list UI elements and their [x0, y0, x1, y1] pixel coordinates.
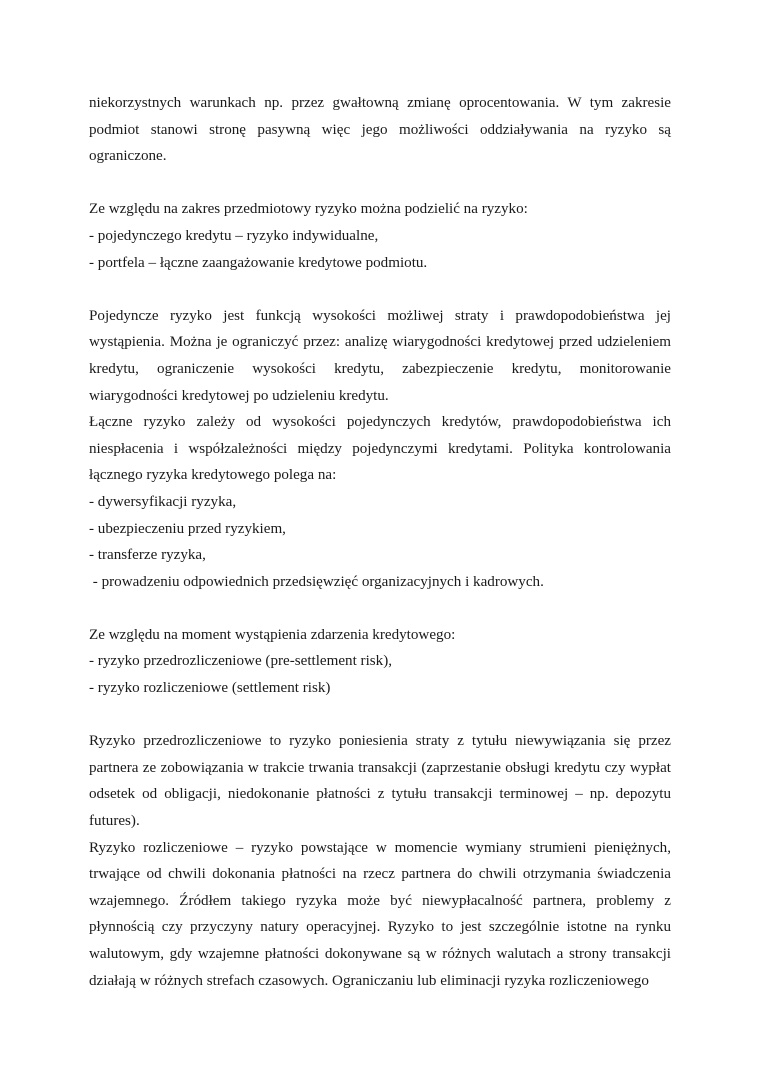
list-item-transfer: - transferze ryzyka,	[89, 547, 206, 564]
document-page	[89, 90, 671, 994]
list-item-insurance: - ubezpieczeniu przed ryzykiem,	[89, 520, 286, 537]
list-item-single-credit: - pojedynczego kredytu – ryzyko indywidualne,	[89, 227, 379, 244]
list-item-settlement: - ryzyko rozliczeniowe (settlement risk)	[89, 680, 331, 697]
moment-intro: Ze względu na moment wystąpienia zdarzenia kredytowego:	[89, 626, 456, 643]
paragraph-gap	[89, 170, 671, 197]
paragraph-gap	[89, 702, 671, 729]
paragraph-gap	[89, 276, 671, 303]
paragraph-intro: niekorzystnych warunkach np. przez gwałtowną zmianę oprocentowania. W tym zakresie podmiot stanowi stronę pasywną więc jego możliwości oddziaływania na ryzyko są ograniczone.	[89, 95, 671, 165]
paragraph-gap	[89, 595, 671, 622]
scope-intro: Ze względu na zakres przedmiotowy ryzyko można podzielić na ryzyko:	[89, 201, 528, 218]
list-item-diversification: - dywersyfikacji ryzyka,	[89, 493, 237, 510]
paragraph-settlement-risk: Ryzyko rozliczeniowe – ryzyko powstające w momencie wymiany strumieni pieniężnych, trwające od chwili dokonania płatności na rzecz partnera do chwili otrzymania świadczenia wzajemnego. Źródłem takiego ryzyka może być niewypłacalność partnera, problemy z płynnością czy przyczyny natury operacyjnej. Ryzyko to jest szczególnie istotne na rynku walutowym, gdy wzajemne płatności dokonywane są w różnych walutach a strony transakcji działają w różnych strefach czasowych. Ograniczaniu lub eliminacji ryzyka rozliczeniowego	[89, 839, 671, 989]
paragraph-presettlement-risk: Ryzyko przedrozliczeniowe to ryzyko poniesienia straty z tytułu niewywiązania się przez partnera ze zobowiązania w trakcie trwania transakcji (zaprzestanie obsługi kredytu czy wypłat odsetek od obligacji, niedokonanie płatności z tytułu transakcji terminowej – np. depozytu futures).	[89, 733, 671, 830]
list-item-portfolio: - portfela – łączne zaangażowanie kredytowe podmiotu.	[89, 254, 428, 271]
list-item-organizational: - prowadzeniu odpowiednich przedsięwzięć organizacyjnych i kadrowych.	[89, 573, 544, 590]
list-item-presettlement: - ryzyko przedrozliczeniowe (pre-settlement risk),	[89, 653, 392, 670]
paragraph-total-risk: Łączne ryzyko zależy od wysokości pojedynczych kredytów, prawdopodobieństwa ich niespłacenia i współzależności między pojedynczymi kredytami. Polityka kontrolowania łącznego ryzyka kredytowego polega na:	[89, 414, 671, 484]
paragraph-single-risk: Pojedyncze ryzyko jest funkcją wysokości możliwej straty i prawdopodobieństwa jej wystąpienia. Można je ograniczyć przez: analizę wiarygodności kredytowej przed udzieleniem kredytu, ograniczenie wysokości kredytu, zabezpieczenie kredytu, monitorowanie wiarygodności kredytowej po udzieleniu kredytu.	[89, 307, 671, 404]
